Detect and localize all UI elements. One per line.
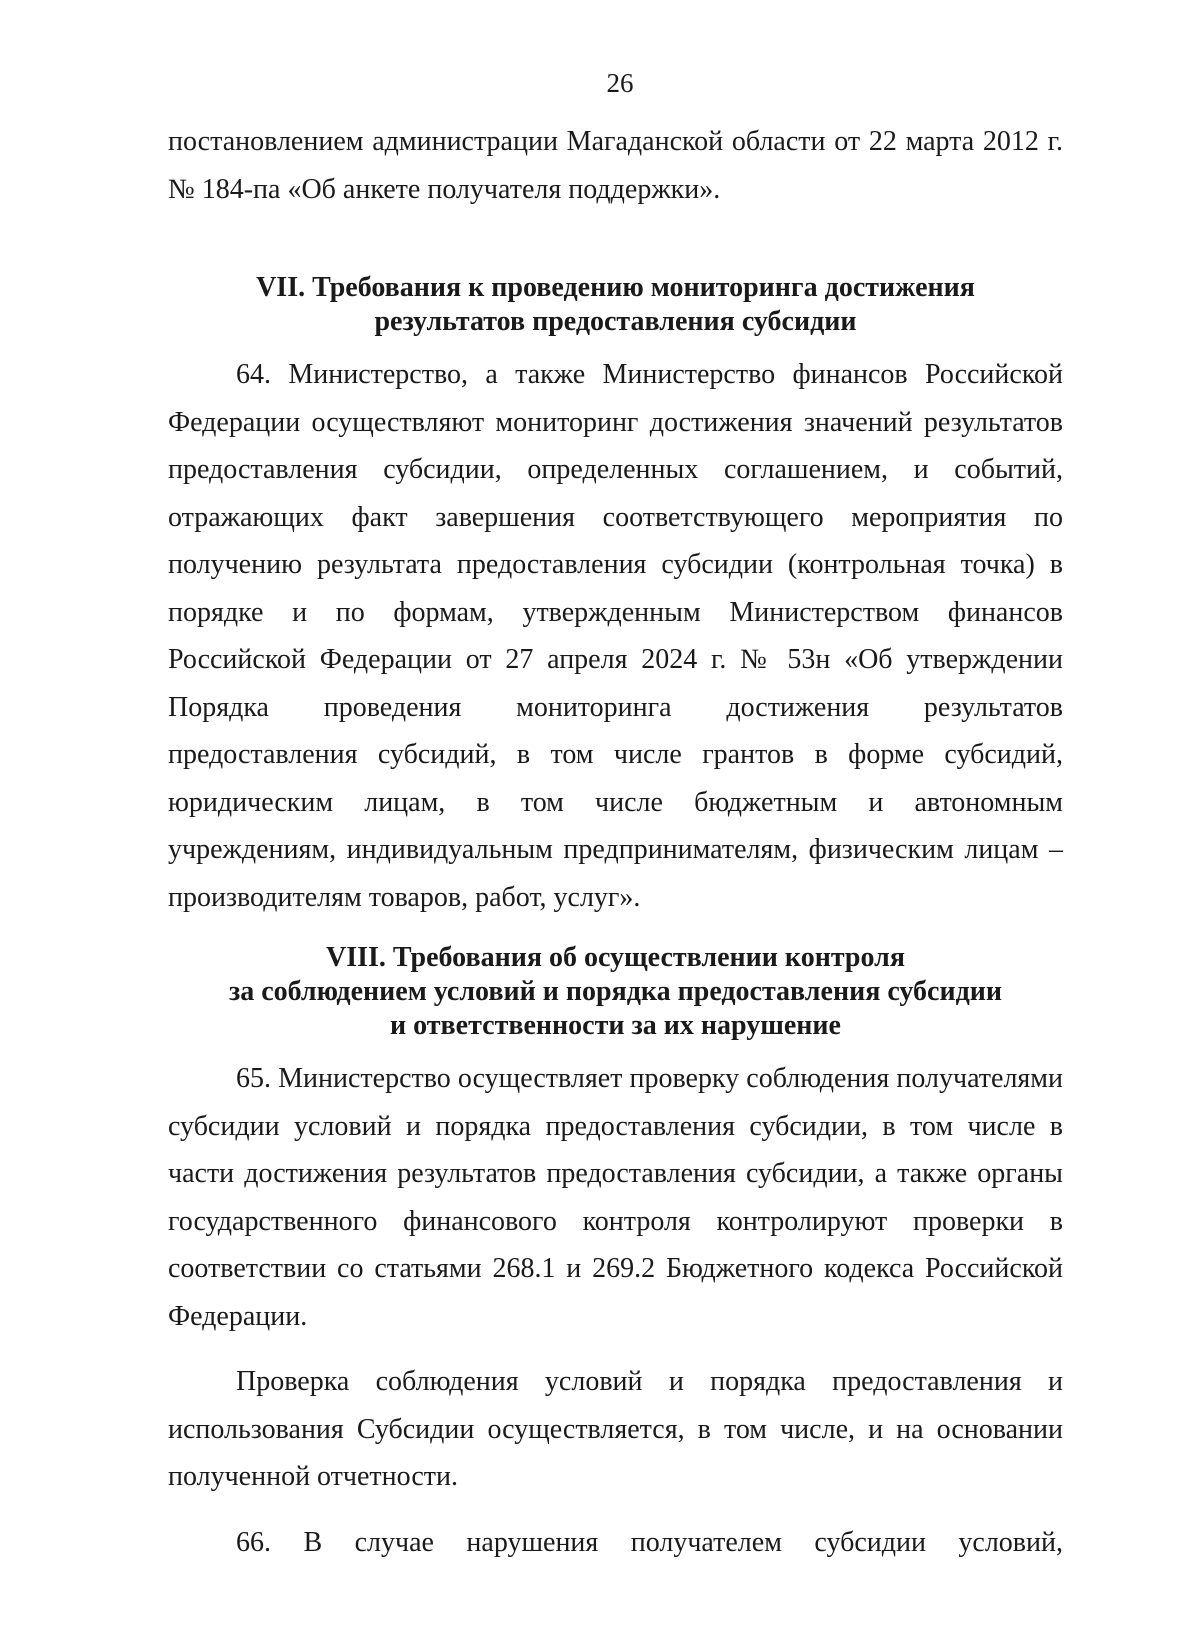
paragraph-66: 66. В случае нарушения получателем субсидии условий,	[236, 1526, 1063, 1558]
paragraph-check: Проверка соблюдения условий и порядка предоставления и использования Субсидии осуществляется, в том числе, и на основании полученной отчетности.	[168, 1366, 1063, 1492]
section-7-heading	[168, 271, 1063, 339]
section-8-heading-line-3: и ответственности за их нарушение	[390, 1010, 841, 1041]
section-8-heading-line-1: VIII. Требования об осуществлении контроля	[326, 942, 905, 973]
section-8-heading-line-2: за соблюдением условий и порядка предоставления субсидии	[228, 976, 1003, 1007]
paragraph-65: 65. Министерство осуществляет проверку соблюдения получателями субсидии условий и порядка предоставления субсидии, в том числе в части достижения результатов предоставления субсидии, а также органы государственного финансового контроля контролируют проверки в соответствии со статьями 268.1 и 269.2 Бюджетного кодекса Российской Федерации.	[168, 1063, 1063, 1332]
paragraph-64: 64. Министерство, а также Министерство финансов Российской Федерации осуществляют мониторинг достижения значений результатов предоставления субсидии, определенных соглашением, и событий, отражающих факт завершения соответствующего мероприятия по получению результата предоставления субсидии (контрольная точка) в порядке и по формам, утвержденным Министерством финансов Российской Федерации от 27 апреля 2024 г. № 53н «Об утверждении Порядка проведения мониторинга достижения результатов предоставления субсидий, в том числе грантов в форме субсидий, юридическим лицам, в том числе бюджетным и автономным учреждениям, индивидуальным предпринимателям, физическим лицам – производителям товаров, работ, услуг».	[168, 359, 1063, 913]
page-number: 26	[606, 68, 634, 98]
document-body	[168, 118, 1063, 1566]
intro-paragraph: постановлением администрации Магаданской области от 22 марта 2012 г. № 184-па «Об анкете получателя поддержки».	[168, 126, 1063, 205]
section-8-heading	[168, 941, 1063, 1043]
section-7-heading-line-1: VII. Требования к проведению мониторинга достижения	[256, 272, 975, 303]
section-7-heading-line-2: результатов предоставления субсидии	[374, 306, 857, 337]
